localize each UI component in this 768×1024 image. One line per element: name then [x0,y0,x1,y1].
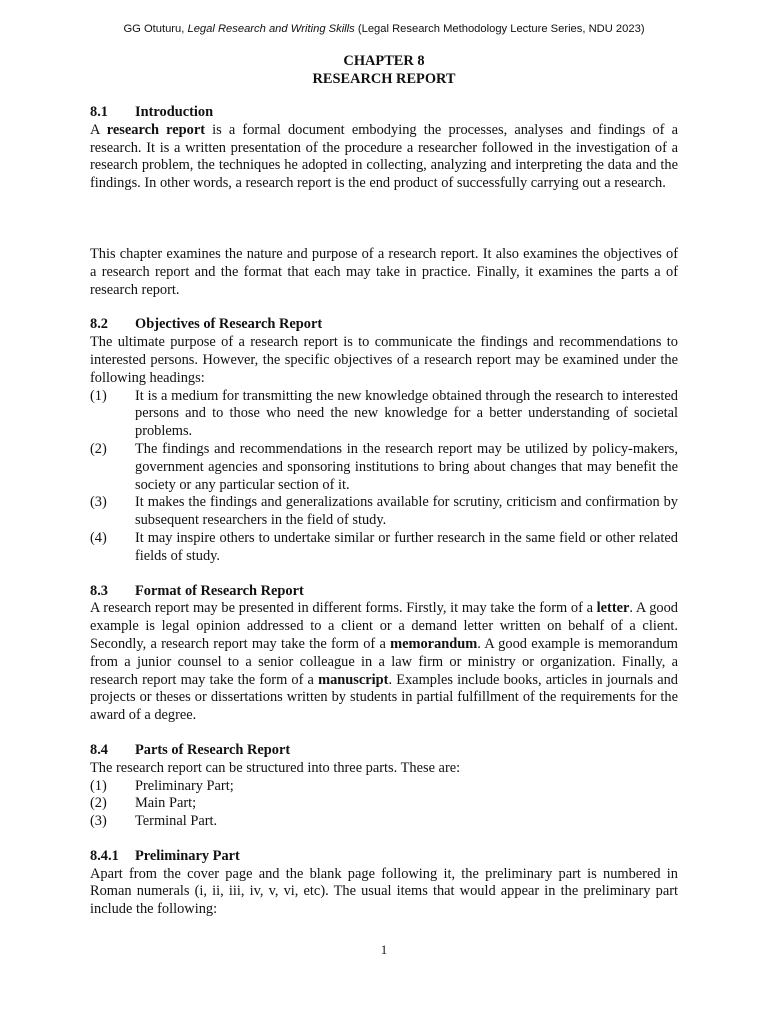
section-heading-8-3 [90,583,678,601]
section-number: 8.4.1 [90,847,119,864]
list-item: (4) It may inspire others to undertake similar or further research in the same field or other related fields of study. [90,529,678,564]
format-paragraph: A research report may be presented in different forms. Firstly, it may take the form of a letter. A good example is legal opinion addressed to a client or a demand letter written on behalf of a client. Secondly, a research report may take the form of a memorandum. A good example is memorandum from a junior counsel to a senior colleague in a law firm or ministry or organization. Finally, a research report may take the form of a manuscript. Examples include books, articles in journals and projects or theses or dissertations written by students in partial fulfillment of the requirements for the award of a degree. [90,600,678,724]
section-number: 8.2 [90,316,108,333]
section-title: Objectives of Research Report [135,316,323,333]
document-body [90,52,678,919]
term-research-report: research report [106,121,206,138]
section-title: Parts of Research Report [135,741,291,758]
section-heading-8-4-1 [90,848,678,866]
chapter-overview-paragraph: This chapter examines the nature and purpose of a research report. It also examines the objectives of a research report and the format that each may take in practice. Finally, it examines the parts a of research report. [90,245,678,298]
intro-paragraph: A research report is a formal document embodying the processes, analyses and findings of a research. It is a written presentation of the procedure a researcher followed in the investigation of a research problem, the techniques he adopted in collecting, analyzing and interpreting the data and the findings. In other words, a research report is the end product of successfully carrying out a research. [90,121,678,192]
parts-intro-paragraph: The research report can be structured into three parts. These are: [90,759,461,776]
section-heading-8-1 [90,104,678,122]
list-item: (2) Main Part; [90,795,197,812]
objectives-intro-paragraph: The ultimate purpose of a research report is to communicate the findings and recommendations to interested persons. However, the specific objectives of a research report may be examined under the following headings: [90,334,678,386]
section-number: 8.3 [90,582,108,599]
section-number: 8.1 [90,104,108,120]
chapter-title: RESEARCH REPORT [312,71,456,87]
parts-list [90,778,678,831]
section-heading-8-4 [90,742,678,760]
list-item: (1) It is a medium for transmitting the new knowledge obtained through the research to interested persons and to those who need the new knowledge for a better understanding of societal problems. [90,387,678,440]
section-number: 8.4 [90,741,108,758]
list-item: (3) Terminal Part. [90,813,218,830]
term-letter: letter [596,600,630,617]
section-title: Format of Research Report [135,582,304,599]
section-title: Preliminary Part [135,847,240,864]
list-item: (3) It makes the findings and generalizations available for scrutiny, criticism and confirmation by subsequent researchers in the field of study. [90,494,678,529]
header-series: (Legal Research Methodology Lecture Series, NDU 2023) [354,23,645,35]
page-number: 1 [380,943,388,957]
chapter-label: CHAPTER 8 [343,53,425,69]
header-book-title: Legal Research and Writing Skills [187,23,355,35]
term-memorandum: memorandum [390,635,478,652]
header-author: GG Otuturu, [123,23,188,35]
objectives-list [90,388,678,566]
list-item: (2) The findings and recommendations in the research report may be utilized by policy-makers, government agencies and sponsoring institutions to bring about changes that may benefit the society or any particular section of it. [90,440,678,493]
preliminary-part-paragraph: Apart from the cover page and the blank page following it, the preliminary part is numbered in Roman numerals (i, ii, iii, iv, v, vi, etc). The usual items that would appear in the preliminary part include the following: [90,865,678,918]
term-manuscript: manuscript [318,671,389,688]
running-header [0,23,768,35]
list-item: (1) Preliminary Part; [90,777,234,794]
section-title: Introduction [135,104,214,120]
section-heading-8-2 [90,316,678,334]
